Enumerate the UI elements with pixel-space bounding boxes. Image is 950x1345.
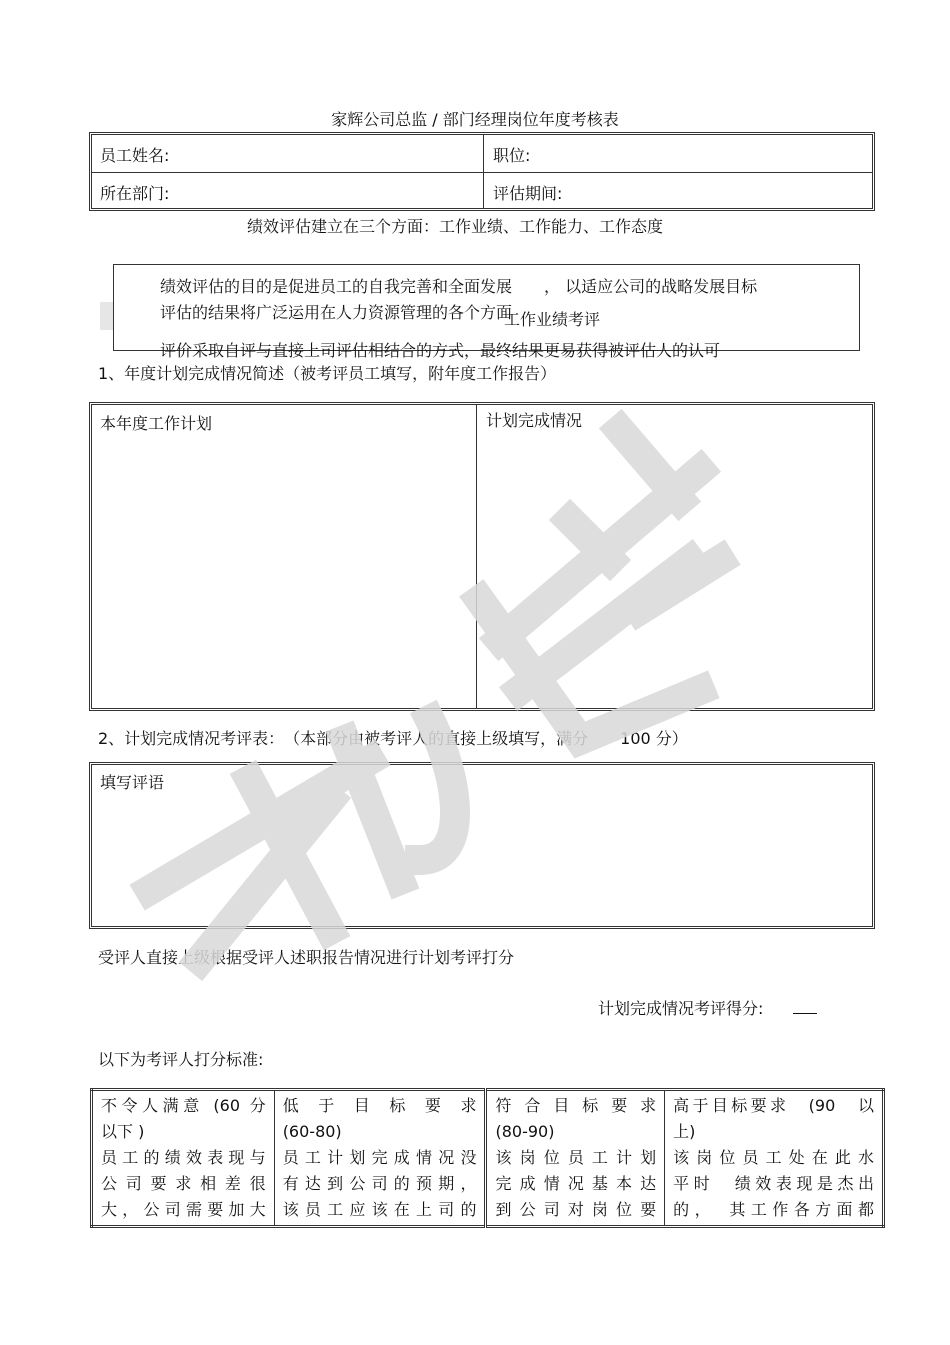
criteria-line: 该员工应该在上司的: [282, 1200, 477, 1219]
employee-info-table: [89, 132, 875, 211]
criteria-line: 该岗位员工处在此水: [673, 1148, 874, 1167]
criteria-line: 大，公司需要加大: [101, 1200, 266, 1219]
section2-heading: 2、计划完成情况考评表： （本部分由被考评人的直接上级填写，满分 100 分）: [98, 729, 688, 748]
criteria-heading: 以下为考评人打分标准:: [98, 1050, 264, 1069]
annual-plan-label: 本年度工作计划: [100, 414, 213, 433]
section1-heading: 1、年度计划完成情况简述（被考评员工填写，附年度工作报告）: [98, 364, 557, 383]
criteria-line: 的， 其工作各方面都: [673, 1200, 874, 1219]
notice-line-purpose: 绩效评估的目的是促进员工的自我完善和全面发展 ， 以适应公司的战略发展目标: [160, 277, 758, 296]
criteria-line: 到公司对岗位要: [495, 1200, 657, 1219]
criteria-line: 公司要求相差很: [101, 1174, 266, 1193]
criteria-below-target: [274, 1090, 486, 1227]
criteria-line: 员工计划完成情况没: [282, 1148, 477, 1167]
criteria-line: (80-90): [495, 1122, 555, 1141]
criteria-line: 员工的绩效表现与: [101, 1148, 266, 1167]
criteria-line: 完成情况基本达: [495, 1174, 657, 1193]
plan-completion-label: 计划完成情况: [486, 411, 583, 430]
notice-line-method: 评价采取自评与直接上司评估相结合的方式，最终结果更易获得被评估人的认可: [160, 341, 721, 360]
criteria-line: 该岗位员工计划: [495, 1148, 657, 1167]
employee-name-label: 员工姓名:: [100, 146, 170, 165]
criteria-above-target: [665, 1090, 884, 1227]
criteria-row: [92, 1090, 884, 1227]
criteria-line: 高于目标要求 (90 以: [673, 1096, 874, 1115]
criteria-line: 不令人满意 (60 分: [101, 1096, 266, 1115]
criteria-line: 平时 绩效表现是杰出: [673, 1174, 874, 1193]
criteria-line: 符 合 目 标 要 求: [495, 1096, 657, 1115]
info-table-divider-h: [92, 172, 872, 173]
criteria-line: 有达到公司的预期，: [282, 1174, 477, 1193]
period-label: 评估期间:: [493, 184, 563, 203]
criteria-meets-target: [486, 1090, 665, 1227]
document-title: 家辉公司总监 / 部门经理岗位年度考核表: [331, 110, 619, 129]
comment-box: [89, 762, 875, 929]
scoring-criteria-table: [90, 1088, 885, 1228]
notice-box: [113, 264, 860, 360]
comment-label: 填写评语: [100, 773, 165, 792]
plan-score-label: 计划完成情况考评得分:: [598, 999, 764, 1018]
performance-review-heading: 工作业绩考评: [504, 310, 601, 329]
criteria-unsatisfactory: [92, 1090, 275, 1227]
annual-plan-table: [89, 402, 875, 711]
position-label: 职位:: [493, 146, 531, 165]
department-label: 所在部门:: [100, 184, 170, 203]
plan-score-line: [598, 996, 817, 1019]
scoring-note: 受评人直接上级根据受评人述职报告情况进行计划考评打分: [98, 948, 515, 967]
plan-score-blank: [793, 999, 817, 1014]
evaluation-aspects-text: 绩效评估建立在三个方面：工作业绩、工作能力、工作态度: [246, 217, 663, 236]
notice-line-usage: 评估的结果将广泛运用在人力资源管理的各个方面: [160, 303, 513, 322]
criteria-line: (60-80): [282, 1122, 342, 1141]
plan-table-divider: [476, 405, 477, 708]
criteria-line: 以下 ): [101, 1122, 145, 1141]
criteria-line: 低 于 目 标 要 求: [282, 1096, 477, 1115]
criteria-line: 上): [673, 1122, 696, 1141]
